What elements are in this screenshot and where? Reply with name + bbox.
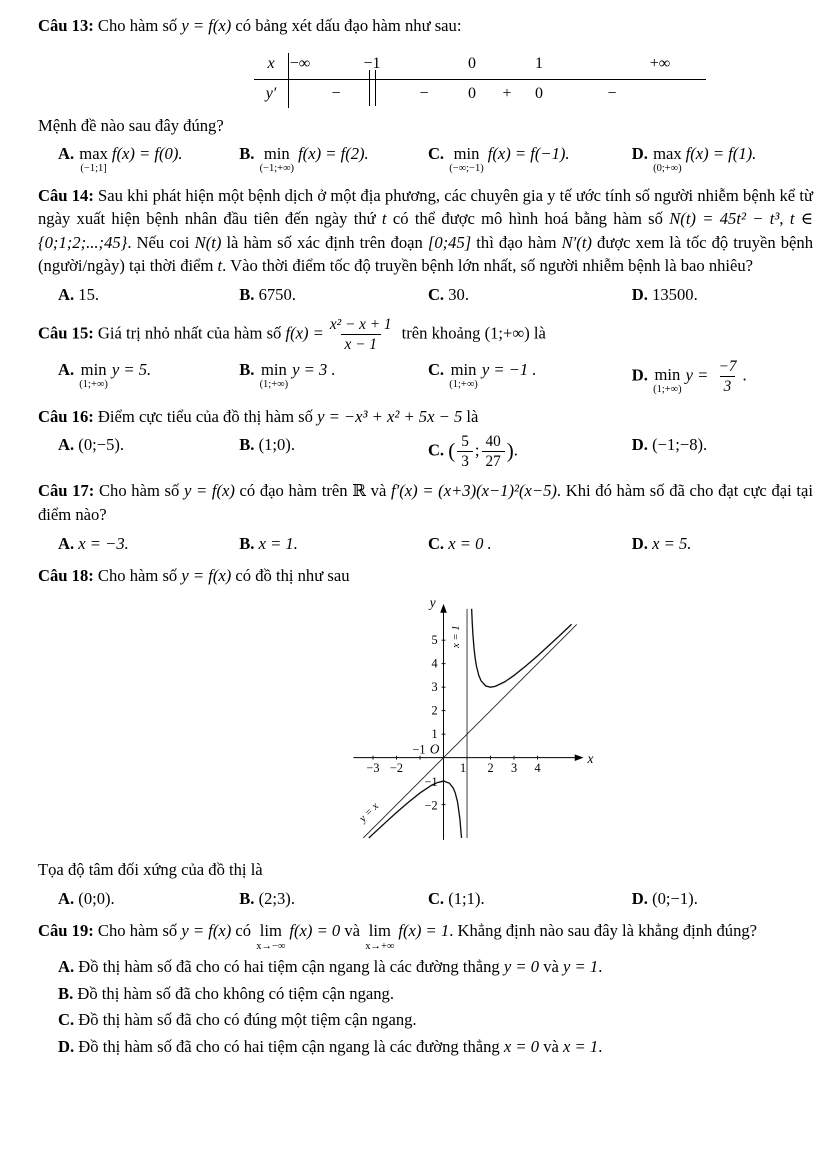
x-axis-arrow-icon (575, 754, 584, 761)
operator-subscript: (−1;+∞) (259, 163, 295, 175)
q17-option-d (632, 532, 813, 556)
fraction-numerator: 5 (461, 433, 469, 451)
open-paren: ( (448, 438, 456, 463)
q15-statement (38, 316, 813, 353)
q16-option-c (428, 433, 632, 470)
q16-option-d (632, 433, 813, 457)
option-expression: y = (685, 365, 709, 385)
option-expression: y = 3 . (292, 359, 336, 379)
min-operator (259, 359, 289, 391)
x-tick-neg2: −2 (389, 760, 404, 775)
table-sign-1: − (331, 84, 341, 102)
x-axis-label: x (587, 750, 594, 766)
option-letter: B. (239, 435, 255, 455)
option-letter: A. (58, 888, 75, 908)
q19-option-b (58, 982, 813, 1006)
operator-subscript: (1;+∞) (79, 378, 108, 390)
option-letter: C. (427, 144, 445, 164)
table-vertical-line (288, 53, 289, 108)
option-value: 15. (78, 284, 100, 304)
q15-options (58, 358, 813, 396)
q16-text: Điểm cực tiểu của đồ thị hàm số (93, 406, 318, 426)
operator-subscript: (−∞;−1) (449, 163, 484, 175)
option-letter: A. (58, 359, 75, 379)
fraction (326, 316, 396, 353)
option-value: 6750. (258, 284, 296, 304)
option-letter: B. (239, 284, 255, 304)
q19-option-d (58, 1035, 813, 1059)
graph-svg (326, 591, 610, 846)
operator: lim (259, 921, 282, 941)
x-tick-neg1: −1 (412, 741, 426, 756)
option-letter: C. (427, 533, 445, 553)
option-letter: B. (239, 359, 255, 379)
q14-math: N(t) = 45t² − t³ (669, 209, 780, 229)
max-operator (653, 146, 682, 175)
operator-subscript: x→+∞ (365, 940, 395, 952)
operator-subscript: (1;+∞) (653, 384, 682, 396)
q17-text: Cho hàm số (94, 481, 184, 501)
option-letter: D. (58, 1036, 75, 1056)
q15-math: f(x) = (285, 322, 324, 342)
q16-text: là (462, 406, 479, 426)
line-y-equals-x (363, 624, 576, 837)
option-text: và (539, 957, 564, 976)
x-tick-2: 2 (487, 760, 494, 775)
q17-text: . Khi đó hàm số đã cho đạt cực đại tại điểm nào? (38, 481, 813, 525)
option-value: (0;−5). (78, 435, 125, 455)
option-letter: A. (58, 144, 75, 164)
option-value: x = −3. (78, 533, 129, 553)
operator: lim (368, 921, 391, 941)
table-x-one: 1 (535, 54, 543, 72)
fraction-denominator: 3 (720, 376, 736, 395)
line-label: y = x (356, 799, 382, 825)
q14-text: là hàm số xác định trên đoạn (221, 232, 428, 252)
q14-text: có thể được mô hình hoá bằng hàm số (386, 209, 670, 229)
limit-operator (365, 923, 394, 952)
q17-text: có đạo hàm trên (234, 481, 353, 501)
q14-math: N′(t) (561, 232, 592, 252)
q17-options (58, 532, 813, 556)
real-numbers-symbol: ℝ (352, 481, 366, 501)
q14-math: t (381, 209, 387, 229)
double-bar-icon (369, 70, 376, 106)
operator: min (453, 144, 480, 164)
fraction-denominator: 3 (457, 451, 473, 470)
option-letter: B. (239, 533, 255, 553)
question-16 (38, 405, 813, 471)
option-letter: B. (239, 144, 255, 164)
origin-label: O (429, 740, 440, 756)
question-18 (38, 564, 813, 910)
y-tick-2: 2 (431, 703, 438, 718)
y-axis-label: y (429, 594, 436, 610)
option-math: y = 1 (563, 957, 599, 976)
option-math: x = 0 (503, 1036, 540, 1056)
table-sign-4: + (502, 84, 512, 102)
option-period: . (742, 365, 747, 385)
option-letter: D. (631, 144, 648, 164)
min-operator (260, 146, 295, 175)
q15-text: là (529, 322, 546, 342)
min-operator (653, 367, 682, 396)
q16-options (58, 433, 813, 470)
option-letter: A. (58, 284, 75, 304)
min-operator (79, 359, 108, 391)
operator: min (80, 359, 107, 379)
operator: max (79, 144, 108, 164)
option-text: Đồ thị hàm số đã cho có hai tiệm cận ngang là các đường thẳng (78, 957, 504, 976)
q13-options (58, 142, 813, 175)
q13-text-1: Cho hàm số (93, 16, 182, 35)
q19-statement (38, 919, 813, 952)
option-period: . (513, 440, 518, 460)
operator-subscript: (0;+∞) (653, 163, 682, 175)
option-letter: A. (58, 957, 75, 976)
limit-operator (256, 923, 285, 952)
q13-label: Câu 13: (38, 16, 94, 35)
q17-text: và (366, 481, 391, 501)
q14-text: . Nếu coi (127, 232, 195, 252)
option-expression: y = 5. (111, 359, 152, 379)
option-text: Đồ thị hàm số đã cho có đúng một tiệm cận ngang. (78, 1010, 417, 1030)
x-tick-4: 4 (534, 760, 541, 775)
q17-math: y = f(x) (183, 481, 235, 501)
q14-text: . Vào thời điểm tốc độ truyền bệnh lớn nhất, số người nhiễm bệnh là bao nhiêu? (222, 256, 754, 276)
q19-text: . Khẳng định nào sau đây là khẳng định đúng? (449, 921, 758, 941)
question-15 (38, 316, 813, 396)
x-tick-3: 3 (510, 760, 518, 775)
option-letter: C. (427, 359, 445, 379)
q18-question: Tọa độ tâm đối xứng của đồ thị là (38, 860, 263, 880)
option-letter: A. (58, 533, 75, 553)
fraction (715, 358, 741, 395)
option-letter: A. (58, 435, 75, 455)
q15-text: Giá trị nhỏ nhất của hàm số (93, 322, 286, 342)
q14-option-d (632, 283, 813, 307)
fraction-denominator: 27 (482, 451, 505, 470)
q14-text: , (779, 209, 790, 229)
operator: min (654, 365, 681, 385)
option-text: . (598, 1036, 603, 1056)
table-x-minus1: −1 (363, 54, 381, 72)
option-letter: C. (427, 888, 445, 908)
fraction (457, 433, 473, 470)
q19-text: có (231, 921, 256, 941)
y-tick-3: 3 (431, 679, 438, 694)
option-value: (0;0). (78, 888, 115, 908)
curve-upper-branch (472, 609, 572, 687)
max-operator (79, 146, 108, 175)
option-text: và (539, 1036, 564, 1056)
operator: min (450, 359, 477, 379)
q13-question: Mệnh đề nào sau đây đúng? (38, 115, 224, 135)
table-sign-2: − (419, 84, 429, 102)
q14-label: Câu 14: (38, 185, 94, 205)
q18-option-c (428, 887, 632, 911)
option-letter: D. (631, 284, 648, 304)
question-13 (38, 14, 813, 175)
operator: max (653, 144, 682, 164)
q14-option-c (428, 283, 632, 307)
y-tick-neg2: −2 (424, 798, 438, 813)
operator-subscript: (1;+∞) (259, 378, 289, 390)
y-tick-1: 1 (431, 726, 438, 741)
q14-options (58, 283, 813, 307)
derivative-sign-table (254, 50, 706, 110)
q19-option-a (58, 955, 813, 979)
option-expression: f(x) = f(2). (298, 144, 369, 164)
q14-math: t ∈ {0;1;2;...;45} (38, 209, 814, 252)
table-x-pos-inf: +∞ (649, 54, 671, 72)
fraction-denominator: x − 1 (341, 334, 381, 353)
q15-option-c (428, 358, 632, 391)
q17-statement (38, 479, 813, 526)
y-tick-neg1: −1 (424, 774, 438, 789)
q16-option-b (239, 433, 428, 457)
q18-option-b (239, 887, 428, 911)
option-expression: y = −1 . (481, 359, 537, 379)
q18-math: y = f(x) (181, 566, 232, 586)
table-sign-5: 0 (535, 84, 543, 102)
q13-option-c (428, 142, 632, 175)
q19-text: Cho hàm số (93, 921, 182, 941)
y-axis-arrow-icon (440, 604, 447, 613)
q16-label: Câu 16: (38, 406, 94, 426)
q15-label: Câu 15: (38, 322, 94, 342)
option-letter: C. (58, 1010, 75, 1030)
q13-math-fx: y = f(x) (181, 16, 232, 35)
q19-label: Câu 19: (38, 921, 94, 941)
min-operator (449, 146, 484, 175)
table-x-neg-inf: −∞ (289, 54, 311, 72)
option-value: (1;0). (258, 435, 295, 455)
y-tick-5: 5 (431, 632, 438, 647)
option-value: 13500. (652, 284, 698, 304)
q16-option-a (58, 433, 239, 457)
curve-lower-branch (369, 781, 462, 838)
option-value: x = 0 . (448, 533, 492, 553)
q18-option-a (58, 887, 239, 911)
q17-option-b (239, 532, 428, 556)
fraction (482, 433, 505, 470)
fraction-numerator: 40 (485, 433, 501, 451)
q14-option-b (239, 283, 428, 307)
q14-math: N(t) (194, 232, 222, 252)
x-tick-neg3: −3 (366, 760, 380, 775)
q17-label: Câu 17: (38, 481, 95, 501)
table-x-header: x (267, 54, 275, 72)
q19-text: và (340, 921, 365, 941)
q14-option-a (58, 283, 239, 307)
q13-option-d (632, 142, 813, 175)
q18-text: Cho hàm số (93, 566, 182, 586)
q13-option-a (58, 142, 239, 175)
fraction-numerator: x² − x + 1 (329, 315, 392, 333)
option-value: (1;1). (448, 888, 485, 908)
q19-option-c (58, 1008, 813, 1032)
operator-subscript: x→−∞ (256, 940, 286, 952)
q16-statement (38, 405, 813, 429)
operator-subscript: (1;+∞) (449, 378, 478, 390)
option-value: (2;3). (258, 888, 295, 908)
q18-text: có đồ thị như sau (231, 566, 350, 586)
q15-text: trên khoảng (397, 322, 485, 342)
q17-option-a (58, 532, 239, 556)
option-expression: f(x) = f(0). (111, 144, 183, 164)
exam-document (38, 14, 813, 1058)
q18-label: Câu 18: (38, 566, 94, 586)
x-tick-1: 1 (460, 760, 467, 775)
close-paren: ) (506, 438, 514, 463)
q18-option-d (632, 887, 813, 911)
option-letter: C. (427, 440, 445, 460)
q14-text: được xem là tốc độ truyền bệnh (người/ngày) tại thời điểm (38, 232, 814, 276)
q14-math: t (217, 256, 223, 276)
question-14 (38, 184, 813, 307)
table-sign-3: 0 (468, 84, 476, 102)
option-text: Đồ thị hàm số đã cho có hai tiệm cận ngang là các đường thẳng (78, 1036, 504, 1056)
option-text: . (598, 957, 603, 976)
q14-text: thì đạo hàm (471, 232, 562, 252)
q15-option-b (239, 358, 428, 391)
axis-ticks (373, 640, 541, 805)
option-value: 30. (448, 284, 469, 304)
separator: ; (474, 440, 480, 460)
q17-option-c (428, 532, 632, 556)
table-horizontal-line (254, 79, 706, 80)
q16-math: y = −x³ + x² + 5x − 5 (317, 406, 463, 426)
option-letter: C. (427, 284, 445, 304)
q18-statement (38, 564, 813, 588)
operator: min (263, 144, 290, 164)
q17-derivative: f′(x) = (x+3)(x−1)²(x−5) (391, 481, 557, 501)
q19-math: y = f(x) (181, 921, 232, 941)
q13-option-b (239, 142, 428, 175)
table-yprime-header: y′ (265, 84, 277, 102)
min-operator (449, 359, 478, 391)
q15-interval: (1;+∞) (484, 322, 530, 342)
option-letter: D. (631, 435, 648, 455)
table-sign-6: − (607, 84, 617, 102)
option-value: (−1;−8). (652, 435, 708, 455)
option-letter: B. (239, 888, 255, 908)
asymptote-label: x = 1 (450, 624, 463, 648)
q14-statement (38, 184, 813, 278)
option-letter: B. (58, 983, 74, 1003)
option-math: y = 0 (503, 957, 540, 976)
limit-expression: f(x) = 1 (398, 921, 450, 941)
option-math: x = 1 (563, 1036, 599, 1056)
option-expression: f(x) = f(−1). (487, 144, 570, 164)
option-letter: D. (631, 533, 648, 553)
option-expression: f(x) = f(1). (685, 144, 757, 164)
q14-text: Sau khi phát hiện một bệnh dịch ở một địa phương, các chuyên gia y tế ước tính số người nhiễm bệnh kể từ ngày xuất hiện bệnh nhân đầu tiên đến ngày thứ (38, 185, 813, 229)
q13-text-2: có bảng xét dấu đạo hàm như sau: (231, 16, 462, 35)
option-value: x = 1. (258, 533, 298, 553)
fraction-numerator: −7 (718, 357, 737, 375)
operator: min (260, 359, 287, 379)
q15-option-d (632, 358, 813, 396)
option-text: Đồ thị hàm số đã cho không có tiệm cận ngang. (77, 983, 394, 1003)
question-17 (38, 479, 813, 555)
q18-options (58, 887, 813, 911)
option-letter: D. (631, 365, 648, 385)
option-value: x = 5. (652, 533, 692, 553)
table-x-zero: 0 (468, 54, 476, 72)
option-value: (0;−1). (652, 888, 698, 908)
question-19 (38, 919, 813, 1058)
q15-option-a (58, 358, 239, 391)
operator-subscript: (−1;1] (80, 163, 107, 175)
limit-expression: f(x) = 0 (289, 921, 341, 941)
q14-math: [0;45] (427, 232, 472, 252)
function-graph (326, 591, 616, 853)
option-letter: D. (631, 888, 648, 908)
y-tick-4: 4 (431, 656, 438, 671)
